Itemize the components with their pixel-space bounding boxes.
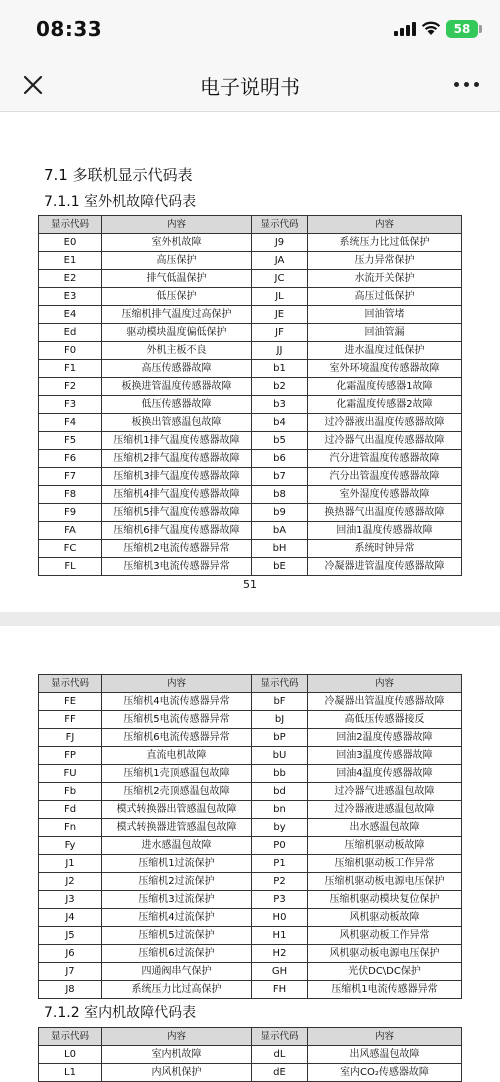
- fault-code-cell: JE: [252, 306, 308, 324]
- column-header: 显示代码: [39, 216, 102, 234]
- fault-code-cell: Fb: [39, 783, 102, 801]
- fault-description-cell: 系统时钟异常: [308, 540, 462, 558]
- table-row: [39, 234, 462, 252]
- fault-code-cell: FP: [39, 747, 102, 765]
- table-row: [39, 819, 462, 837]
- fault-code-cell: FC: [39, 540, 102, 558]
- fault-code-cell: H0: [252, 909, 308, 927]
- fault-description-cell: 风机驱动板工作异常: [308, 927, 462, 945]
- table-row: [39, 522, 462, 540]
- fault-code-cell: L0: [39, 1046, 102, 1064]
- fault-code-cell: P1: [252, 855, 308, 873]
- fault-description-cell: 化霜温度传感器1故障: [308, 378, 462, 396]
- fault-description-cell: 冷凝器出管温度传感器故障: [308, 693, 462, 711]
- fault-description-cell: 汽分出管温度传感器故障: [308, 468, 462, 486]
- fault-description-cell: 换热器气出温度传感器故障: [308, 504, 462, 522]
- table-row: [39, 909, 462, 927]
- fault-code-cell: b5: [252, 432, 308, 450]
- fault-description-cell: 回油4温度传感器故障: [308, 765, 462, 783]
- fault-description-cell: 压缩机4过流保护: [102, 909, 252, 927]
- fault-description-cell: 压缩机3过流保护: [102, 891, 252, 909]
- fault-code-cell: b7: [252, 468, 308, 486]
- table-row: [39, 324, 462, 342]
- table-row: [39, 486, 462, 504]
- table-row: [39, 306, 462, 324]
- fault-code-cell: b6: [252, 450, 308, 468]
- fault-code-cell: F5: [39, 432, 102, 450]
- fault-description-cell: 压缩机5过流保护: [102, 927, 252, 945]
- outdoor-subsection-title: 7.1.1 室外机故障代码表: [44, 194, 197, 210]
- table-row: [39, 270, 462, 288]
- fault-code-cell: bJ: [252, 711, 308, 729]
- column-header: 显示代码: [252, 1028, 308, 1046]
- fault-description-cell: 压缩机4电流传感器异常: [102, 693, 252, 711]
- fault-code-cell: by: [252, 819, 308, 837]
- fault-description-cell: 压缩机2过流保护: [102, 873, 252, 891]
- column-header: 显示代码: [252, 216, 308, 234]
- fault-code-cell: bA: [252, 522, 308, 540]
- fault-code-cell: E2: [39, 270, 102, 288]
- table-row: [39, 1046, 462, 1064]
- fault-description-cell: 室内CO₂传感器故障: [308, 1064, 462, 1082]
- table-row: [39, 927, 462, 945]
- fault-code-cell: Fd: [39, 801, 102, 819]
- fault-code-cell: F4: [39, 414, 102, 432]
- fault-description-cell: 水流开关保护: [308, 270, 462, 288]
- fault-description-cell: 进水温度过低保护: [308, 342, 462, 360]
- column-header: 内容: [308, 675, 462, 693]
- fault-code-cell: J8: [39, 981, 102, 999]
- fault-description-cell: 室外湿度传感器故障: [308, 486, 462, 504]
- fault-code-cell: F7: [39, 468, 102, 486]
- battery-level: 58: [453, 22, 471, 36]
- wifi-icon: [421, 20, 441, 36]
- fault-code-cell: bP: [252, 729, 308, 747]
- fault-description-cell: 压缩机5排气温度传感器故障: [102, 504, 252, 522]
- fault-code-cell: Fn: [39, 819, 102, 837]
- column-header: 内容: [102, 675, 252, 693]
- fault-code-cell: F6: [39, 450, 102, 468]
- table-row: [39, 252, 462, 270]
- fault-code-cell: FF: [39, 711, 102, 729]
- fault-description-cell: 板换进管温度传感器故障: [102, 378, 252, 396]
- fault-code-cell: bF: [252, 693, 308, 711]
- fault-code-cell: J2: [39, 873, 102, 891]
- fault-code-cell: b4: [252, 414, 308, 432]
- fault-description-cell: 模式转换器进管感温包故障: [102, 819, 252, 837]
- cellular-signal-icon: [394, 22, 416, 36]
- fault-code-cell: bn: [252, 801, 308, 819]
- fault-description-cell: 压缩机2壳顶感温包故障: [102, 783, 252, 801]
- table-row: [39, 963, 462, 981]
- fault-description-cell: 回油3温度传感器故障: [308, 747, 462, 765]
- fault-description-cell: 压缩机6排气温度传感器故障: [102, 522, 252, 540]
- fault-code-cell: dE: [252, 1064, 308, 1082]
- table-row: [39, 711, 462, 729]
- fault-code-cell: J3: [39, 891, 102, 909]
- fault-code-cell: JL: [252, 288, 308, 306]
- table-row: [39, 837, 462, 855]
- table-row: [39, 873, 462, 891]
- fault-description-cell: 排气低温保护: [102, 270, 252, 288]
- fault-description-cell: 外机主板不良: [102, 342, 252, 360]
- fault-code-cell: F2: [39, 378, 102, 396]
- fault-code-cell: JC: [252, 270, 308, 288]
- table-row: [39, 783, 462, 801]
- fault-description-cell: 驱动模块温度偏低保护: [102, 324, 252, 342]
- fault-description-cell: 压缩机3排气温度传感器故障: [102, 468, 252, 486]
- fault-code-cell: b1: [252, 360, 308, 378]
- fault-code-cell: Ed: [39, 324, 102, 342]
- table-row: [39, 729, 462, 747]
- fault-description-cell: 回油2温度传感器故障: [308, 729, 462, 747]
- fault-code-cell: FJ: [39, 729, 102, 747]
- fault-code-cell: FU: [39, 765, 102, 783]
- battery-icon: [446, 20, 478, 38]
- table-header-row: [39, 1028, 462, 1046]
- status-bar: [0, 0, 500, 58]
- fault-description-cell: 出水感温包故障: [308, 819, 462, 837]
- fault-description-cell: 光伏DC\DC保护: [308, 963, 462, 981]
- fault-code-cell: F8: [39, 486, 102, 504]
- fault-description-cell: 压缩机5电流传感器异常: [102, 711, 252, 729]
- table-row: [39, 432, 462, 450]
- fault-description-cell: 室内机故障: [102, 1046, 252, 1064]
- fault-description-cell: 压缩机1过流保护: [102, 855, 252, 873]
- fault-description-cell: 压缩机驱动板故障: [308, 837, 462, 855]
- fault-description-cell: 过冷器液出温度传感器故障: [308, 414, 462, 432]
- column-header: 显示代码: [39, 675, 102, 693]
- document-page-1: [0, 112, 500, 612]
- fault-description-cell: 系统压力比过高保护: [102, 981, 252, 999]
- table-row: [39, 945, 462, 963]
- table-row: [39, 855, 462, 873]
- fault-description-cell: 压缩机3电流传感器异常: [102, 558, 252, 576]
- fault-code-cell: bU: [252, 747, 308, 765]
- fault-code-cell: J7: [39, 963, 102, 981]
- fault-description-cell: 系统压力比过低保护: [308, 234, 462, 252]
- fault-code-cell: b8: [252, 486, 308, 504]
- fault-description-cell: 低压保护: [102, 288, 252, 306]
- status-time: 08:33: [36, 17, 103, 41]
- fault-description-cell: 模式转换器出管感温包故障: [102, 801, 252, 819]
- fault-description-cell: 内风机保护: [102, 1064, 252, 1082]
- fault-description-cell: 压缩机4排气温度传感器故障: [102, 486, 252, 504]
- fault-description-cell: 压缩机1排气温度传感器故障: [102, 432, 252, 450]
- column-header: 内容: [308, 1028, 462, 1046]
- fault-description-cell: 压缩机驱动模块复位保护: [308, 891, 462, 909]
- fault-description-cell: 压缩机2排气温度传感器故障: [102, 450, 252, 468]
- table-row: [39, 414, 462, 432]
- fault-code-cell: bd: [252, 783, 308, 801]
- fault-description-cell: 直流电机故障: [102, 747, 252, 765]
- fault-code-cell: H1: [252, 927, 308, 945]
- fault-description-cell: 过冷器气进感温包故障: [308, 783, 462, 801]
- fault-description-cell: 高低压传感器接反: [308, 711, 462, 729]
- fault-description-cell: 风机驱动板电源电压保护: [308, 945, 462, 963]
- fault-code-cell: F3: [39, 396, 102, 414]
- fault-description-cell: 进水感温包故障: [102, 837, 252, 855]
- fault-code-cell: J4: [39, 909, 102, 927]
- fault-code-cell: F1: [39, 360, 102, 378]
- table-header-row: [39, 216, 462, 234]
- fault-code-cell: E1: [39, 252, 102, 270]
- fault-description-cell: 压力异常保护: [308, 252, 462, 270]
- column-header: 内容: [102, 1028, 252, 1046]
- fault-code-cell: P0: [252, 837, 308, 855]
- fault-description-cell: 压缩机1壳顶感温包故障: [102, 765, 252, 783]
- table-row: [39, 468, 462, 486]
- section-title: 7.1 多联机显示代码表: [44, 166, 193, 184]
- fault-description-cell: 过冷器液进感温包故障: [308, 801, 462, 819]
- fault-code-cell: P2: [252, 873, 308, 891]
- fault-code-cell: JF: [252, 324, 308, 342]
- column-header: 显示代码: [39, 1028, 102, 1046]
- fault-description-cell: 汽分进管温度传感器故障: [308, 450, 462, 468]
- table-header-row: [39, 675, 462, 693]
- fault-description-cell: 风机驱动板故障: [308, 909, 462, 927]
- outdoor-fault-table: [38, 215, 462, 576]
- fault-code-cell: J1: [39, 855, 102, 873]
- outdoor-fault-table-continued: [38, 674, 462, 999]
- fault-code-cell: dL: [252, 1046, 308, 1064]
- fault-code-cell: P3: [252, 891, 308, 909]
- fault-description-cell: 四通阀串气保护: [102, 963, 252, 981]
- fault-description-cell: 压缩机2电流传感器异常: [102, 540, 252, 558]
- fault-description-cell: 压缩机6电流传感器异常: [102, 729, 252, 747]
- table-row: [39, 558, 462, 576]
- table-row: [39, 693, 462, 711]
- fault-code-cell: FH: [252, 981, 308, 999]
- fault-code-cell: J6: [39, 945, 102, 963]
- fault-description-cell: 板换出管感温包故障: [102, 414, 252, 432]
- fault-code-cell: FA: [39, 522, 102, 540]
- document-page-2: [0, 626, 500, 1082]
- fault-description-cell: 回油1温度传感器故障: [308, 522, 462, 540]
- fault-code-cell: bH: [252, 540, 308, 558]
- fault-code-cell: J9: [252, 234, 308, 252]
- fault-description-cell: 高压保护: [102, 252, 252, 270]
- table-row: [39, 342, 462, 360]
- fault-description-cell: 室外机故障: [102, 234, 252, 252]
- fault-code-cell: F0: [39, 342, 102, 360]
- fault-description-cell: 化霜温度传感器2故障: [308, 396, 462, 414]
- fault-description-cell: 低压传感器故障: [102, 396, 252, 414]
- table-row: [39, 450, 462, 468]
- fault-description-cell: 高压过低保护: [308, 288, 462, 306]
- fault-code-cell: L1: [39, 1064, 102, 1082]
- table-row: [39, 540, 462, 558]
- fault-code-cell: H2: [252, 945, 308, 963]
- indoor-subsection-title: 7.1.2 室内机故障代码表: [44, 1005, 197, 1021]
- battery-tip: [479, 25, 482, 33]
- table-row: [39, 288, 462, 306]
- fault-code-cell: JA: [252, 252, 308, 270]
- column-header: 内容: [102, 216, 252, 234]
- fault-code-cell: b9: [252, 504, 308, 522]
- fault-description-cell: 冷凝器进管温度传感器故障: [308, 558, 462, 576]
- fault-description-cell: 压缩机驱动板工作异常: [308, 855, 462, 873]
- fault-description-cell: 高压传感器故障: [102, 360, 252, 378]
- fault-code-cell: J5: [39, 927, 102, 945]
- column-header: 内容: [308, 216, 462, 234]
- table-row: [39, 765, 462, 783]
- page-title: 电子说明书: [200, 75, 300, 99]
- table-row: [39, 891, 462, 909]
- more-options-icon[interactable]: [454, 82, 480, 90]
- table-row: [39, 396, 462, 414]
- table-row: [39, 360, 462, 378]
- fault-description-cell: 出风感温包故障: [308, 1046, 462, 1064]
- fault-code-cell: E4: [39, 306, 102, 324]
- fault-code-cell: bE: [252, 558, 308, 576]
- fault-code-cell: E0: [39, 234, 102, 252]
- fault-code-cell: b2: [252, 378, 308, 396]
- fault-description-cell: 压缩机1电流传感器异常: [308, 981, 462, 999]
- fault-description-cell: 压缩机排气温度过高保护: [102, 306, 252, 324]
- indoor-fault-table: [38, 1027, 462, 1082]
- column-header: 显示代码: [252, 675, 308, 693]
- fault-code-cell: JJ: [252, 342, 308, 360]
- fault-code-cell: FL: [39, 558, 102, 576]
- fault-code-cell: b3: [252, 396, 308, 414]
- table-row: [39, 981, 462, 999]
- fault-code-cell: F9: [39, 504, 102, 522]
- fault-description-cell: 回油管堵: [308, 306, 462, 324]
- fault-description-cell: 回油管漏: [308, 324, 462, 342]
- table-row: [39, 747, 462, 765]
- fault-description-cell: 室外环境温度传感器故障: [308, 360, 462, 378]
- fault-code-cell: GH: [252, 963, 308, 981]
- fault-description-cell: 过冷器气出温度传感器故障: [308, 432, 462, 450]
- fault-code-cell: Fy: [39, 837, 102, 855]
- fault-description-cell: 压缩机6过流保护: [102, 945, 252, 963]
- fault-code-cell: bb: [252, 765, 308, 783]
- nav-bar: [0, 58, 500, 112]
- table-row: [39, 504, 462, 522]
- table-row: [39, 801, 462, 819]
- fault-description-cell: 压缩机驱动板电源电压保护: [308, 873, 462, 891]
- page-number: 51: [243, 578, 257, 591]
- table-row: [39, 378, 462, 396]
- table-row: [39, 1064, 462, 1082]
- fault-code-cell: E3: [39, 288, 102, 306]
- fault-code-cell: FE: [39, 693, 102, 711]
